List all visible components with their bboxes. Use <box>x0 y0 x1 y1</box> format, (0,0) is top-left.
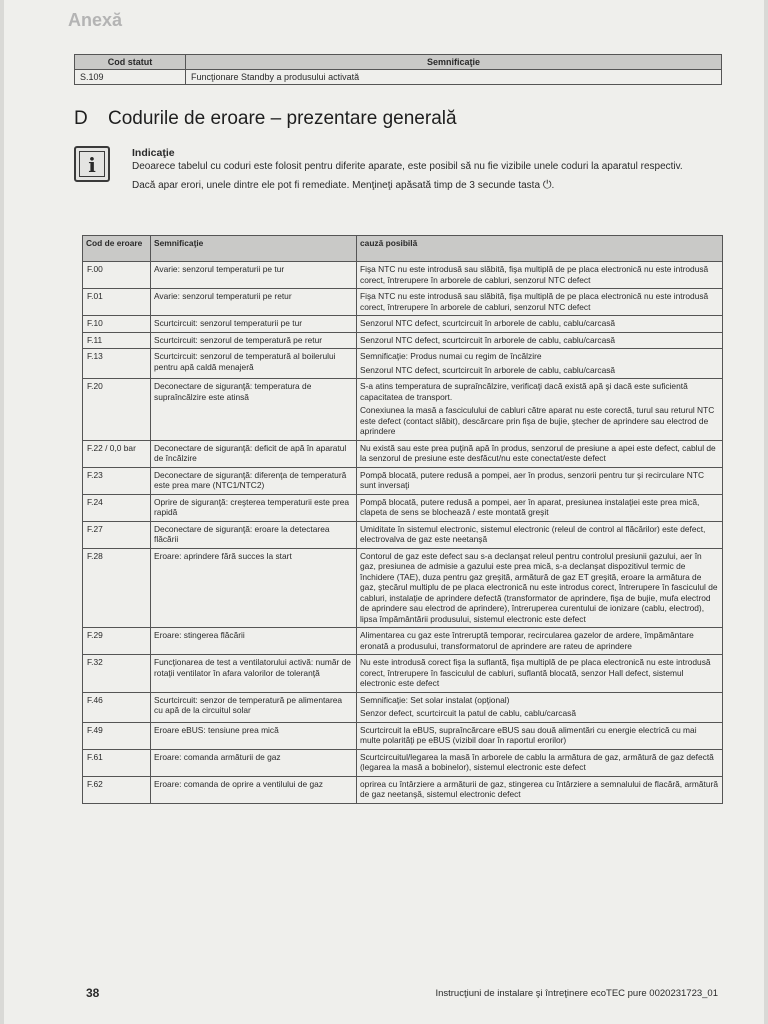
error-code-cell: F.01 <box>83 289 151 316</box>
cause-text: Fişa NTC nu este introdusă sau slăbită, fişa multiplă de pe placa electronică nu este introdusă corect, întrerupere în arborele de cabluri, senzorul NTC defect <box>360 264 709 285</box>
section-title: Codurile de eroare – prezentare generală <box>108 108 457 129</box>
error-code-cell: F.24 <box>83 494 151 521</box>
error-code-cell: F.46 <box>83 692 151 722</box>
error-code-cell: F.23 <box>83 467 151 494</box>
status-code-table <box>74 54 722 85</box>
table-row <box>83 379 723 441</box>
cause-text: oprirea cu întârziere a armăturii de gaz, stingerea cu întârziere a semnalului de flacără, armătură de gaz neetanşă, sistemul electronic defect <box>360 778 718 799</box>
note-title: Indicaţie <box>132 147 175 159</box>
error-cause-cell <box>357 722 723 749</box>
table-row <box>83 467 723 494</box>
error-cause-cell <box>357 379 723 441</box>
error-cause-cell <box>357 440 723 467</box>
error-code-cell: F.11 <box>83 332 151 349</box>
error-code-cell: F.32 <box>83 655 151 693</box>
cause-text: Senzorul NTC defect, scurtcircuit în arborele de cablu, cablu/carcasă <box>360 318 616 328</box>
error-meaning-cell: Scurtcircuit: senzorul de temperatură al boilerului pentru apă caldă menajeră <box>151 349 357 379</box>
error-cause-cell <box>357 749 723 776</box>
note-text-1: Deoarece tabelul cu coduri este folosit pentru diferite aparate, este posibil să nu fie vizibile unele coduri la aparatul respectiv. <box>132 161 683 172</box>
note-block <box>132 147 724 198</box>
table-row <box>83 655 723 693</box>
table-row <box>83 316 723 333</box>
table-row <box>83 332 723 349</box>
error-code-cell: F.20 <box>83 379 151 441</box>
error-header-cause: cauză posibilă <box>357 236 723 262</box>
table-row <box>83 776 723 803</box>
error-table-body <box>83 262 723 804</box>
table-row <box>83 440 723 467</box>
table-row <box>83 722 723 749</box>
error-code-cell: F.13 <box>83 349 151 379</box>
error-cause-cell <box>357 262 723 289</box>
error-code-table <box>82 235 723 804</box>
error-cause-cell <box>357 655 723 693</box>
table-row <box>83 289 723 316</box>
error-cause-cell <box>357 628 723 655</box>
table-row <box>83 349 723 379</box>
error-code-cell: F.28 <box>83 548 151 628</box>
cause-text: Contorul de gaz este defect sau s-a declanşat releul pentru controlul presiunii gazului, aer în gaz, presiunea de admisie a gazului este prea mică, s-a declanşat dispozitivul termic de închidere (TAE), duza pentru gaz greşită, armătură de gaz ET greşită, eroare la armătura de gaz, ştecărul multiplu de pe placa electronică nu este introdus corect, întrerupere în fasciculul de cabluri, instalaţie de aprindere defectă (transformator de aprindere, fişa de bujie, mufa electrod de aprindere sau electrod de aprindere), întreruperea curentului de ionizare (cablu, electrod), lipsa împământării produsului, sistemul electronic este defect <box>360 550 718 624</box>
error-code-cell: F.27 <box>83 521 151 548</box>
note-text-2-wrapper <box>132 179 724 192</box>
error-meaning-cell: Scurtcircuit: senzorul temperaturii pe tur <box>151 316 357 333</box>
error-cause-cell <box>357 521 723 548</box>
table-row <box>83 521 723 548</box>
cause-text: Nu este introdusă corect fişa la suflantă, fişa multiplă de pe placa electronică nu este introdusă corect, întrerupere în fasciculul de cabluri, suflantă blocată, senzor Hall defect, sistemul electronic este defect <box>360 657 711 688</box>
cause-text: Pompă blocată, putere redusă a pompei, aer în produs, senzorii pentru tur şi recirculare NTC sunt inversaţi <box>360 469 705 490</box>
error-header-code: Cod de eroare <box>83 236 151 262</box>
table-row <box>83 692 723 722</box>
error-cause-cell <box>357 548 723 628</box>
error-meaning-cell: Oprire de siguranţă: creşterea temperaturii este prea rapidă <box>151 494 357 521</box>
table-row <box>75 70 722 85</box>
table-row <box>83 262 723 289</box>
cause-text: Scurtcircuitul/legarea la masă în arborele de cablu la armătura de gaz, armătură de gaz defectă (legarea la masă a bobinelor), sistemul electronic este defect <box>360 751 714 772</box>
table-row <box>83 548 723 628</box>
error-cause-cell <box>357 776 723 803</box>
footer-doc-title: Instrucţiuni de instalare şi întreţinere ecoTEC pure 0020231723_01 <box>435 988 718 999</box>
note-text-2-end: . <box>551 180 555 191</box>
error-meaning-cell: Scurtcircuit: senzor de temperatură pe alimentarea cu apă de la circuitul solar <box>151 692 357 722</box>
error-cause-cell <box>357 316 723 333</box>
table-row <box>83 749 723 776</box>
error-meaning-cell: Eroare eBUS: tensiune prea mică <box>151 722 357 749</box>
error-header-meaning: Semnificaţie <box>151 236 357 262</box>
error-cause-cell <box>357 332 723 349</box>
cause-text-secondary: Senzorul NTC defect, scurtcircuit în arborele de cablu, cablu/carcasă <box>360 364 616 375</box>
cause-text: Alimentarea cu gaz este întreruptă temporar, recircularea gazelor de ardere, împământare eronată a produsului, transformatorul de aprindere are rateu de aprindere <box>360 630 694 651</box>
error-cause-cell <box>357 494 723 521</box>
error-table-header <box>83 236 723 262</box>
table-row <box>83 494 723 521</box>
cause-text: Umiditate în sistemul electronic, sistemul electronic (releul de control al flăcărilor) este defect, electrovalva de gaz este neetanşă <box>360 523 706 544</box>
error-code-cell: F.62 <box>83 776 151 803</box>
status-header-meaning: Semnificaţie <box>186 55 722 70</box>
error-meaning-cell: Eroare: comanda armăturii de gaz <box>151 749 357 776</box>
error-cause-cell <box>357 289 723 316</box>
error-meaning-cell: Avarie: senzorul temperaturii pe tur <box>151 262 357 289</box>
status-meaning-cell: Funcţionare Standby a produsului activată <box>186 70 722 85</box>
error-meaning-cell: Eroare: comanda de oprire a ventilului de gaz <box>151 776 357 803</box>
cause-text: Pompă blocată, putere redusă a pompei, aer în aparat, presiunea instalaţiei este prea mică, clapeta de sens se blochează / este montată greşit <box>360 496 700 517</box>
error-meaning-cell: Deconectare de siguranţă: diferenţa de temperatură este prea mare (NTC1/NTC2) <box>151 467 357 494</box>
cause-text: Fişa NTC nu este introdusă sau slăbită, fişa multiplă de pe placa electronică nu este introdusă corect, întrerupere în arborele de cabluri, senzorul NTC defect <box>360 291 709 312</box>
cause-text-secondary: Conexiunea la masă a fasciculului de cabluri către aparat nu este corectă, turul sau returul NTC este defect (contact slăbit), descărcare prin fişa de bujie, ştecher de aprindere sau electrod de aprindere <box>360 405 715 436</box>
error-cause-cell <box>357 349 723 379</box>
error-cause-cell <box>357 467 723 494</box>
cause-text: Semnificaţie: Produs numai cu regim de încălzire <box>360 351 542 361</box>
error-code-cell: F.00 <box>83 262 151 289</box>
cause-text: Senzorul NTC defect, scurtcircuit în arborele de cablu, cablu/carcasă <box>360 334 616 345</box>
cause-text-secondary: Senzor defect, scurtcircuit la patul de cablu, cablu/carcasă <box>360 708 576 718</box>
cause-text: Semnificaţie: Set solar instalat (opţional) <box>360 694 510 705</box>
table-row <box>83 628 723 655</box>
error-meaning-cell: Eroare: aprindere fără succes la start <box>151 548 357 628</box>
section-heading <box>74 108 457 130</box>
error-code-cell: F.61 <box>83 749 151 776</box>
error-cause-cell <box>357 692 723 722</box>
page-number: 38 <box>86 986 100 1000</box>
error-meaning-cell: Deconectare de siguranţă: temperatura de supraîncălzire este atinsă <box>151 379 357 441</box>
status-header-code: Cod statut <box>75 55 186 70</box>
error-meaning-cell: Deconectare de siguranţă: eroare la detectarea flăcării <box>151 521 357 548</box>
error-meaning-cell: Deconectare de siguranţă: deficit de apă în aparatul de încălzire <box>151 440 357 467</box>
document-page <box>4 0 764 1024</box>
power-icon: ⏻ <box>542 179 552 191</box>
cause-text: S-a atins temperatura de supraîncălzire, verificaţi dacă există apă şi dacă este suficientă capacitatea de transport. <box>360 381 688 402</box>
status-table-header <box>75 55 722 70</box>
error-meaning-cell: Funcţionarea de test a ventilatorului activă: număr de rotaţii ventilator în afara valorilor de toleranţă <box>151 655 357 693</box>
error-code-cell: F.49 <box>83 722 151 749</box>
cause-text: Scurtcircuit la eBUS, supraîncărcare eBUS sau două alimentări cu energie electrică cu mai multe polarităţi pe eBUS (vizibil doar în raportul erorilor) <box>360 724 697 745</box>
info-icon-glyph: i <box>79 151 105 177</box>
note-text-2: Dacă apar erori, unele dintre ele pot fi remediate. Menţineţi apăsată timp de 3 secunde tasta <box>132 180 541 191</box>
error-code-cell: F.10 <box>83 316 151 333</box>
error-meaning-cell: Scurtcircuit: senzorul de temperatură pe retur <box>151 332 357 349</box>
section-letter: D <box>74 108 88 129</box>
error-meaning-cell: Avarie: senzorul temperaturii pe retur <box>151 289 357 316</box>
error-code-cell: F.22 / 0,0 bar <box>83 440 151 467</box>
cause-text: Nu există sau este prea puţină apă în produs, senzorul de presiune a apei este defect, cablul de la senzorul de presiune este desfăcut/nu este conectat/este defect <box>360 442 716 463</box>
section-label: Anexă <box>68 10 123 30</box>
status-code-cell: S.109 <box>75 70 186 85</box>
error-meaning-cell: Eroare: stingerea flăcării <box>151 628 357 655</box>
info-icon <box>74 146 110 182</box>
error-code-cell: F.29 <box>83 628 151 655</box>
